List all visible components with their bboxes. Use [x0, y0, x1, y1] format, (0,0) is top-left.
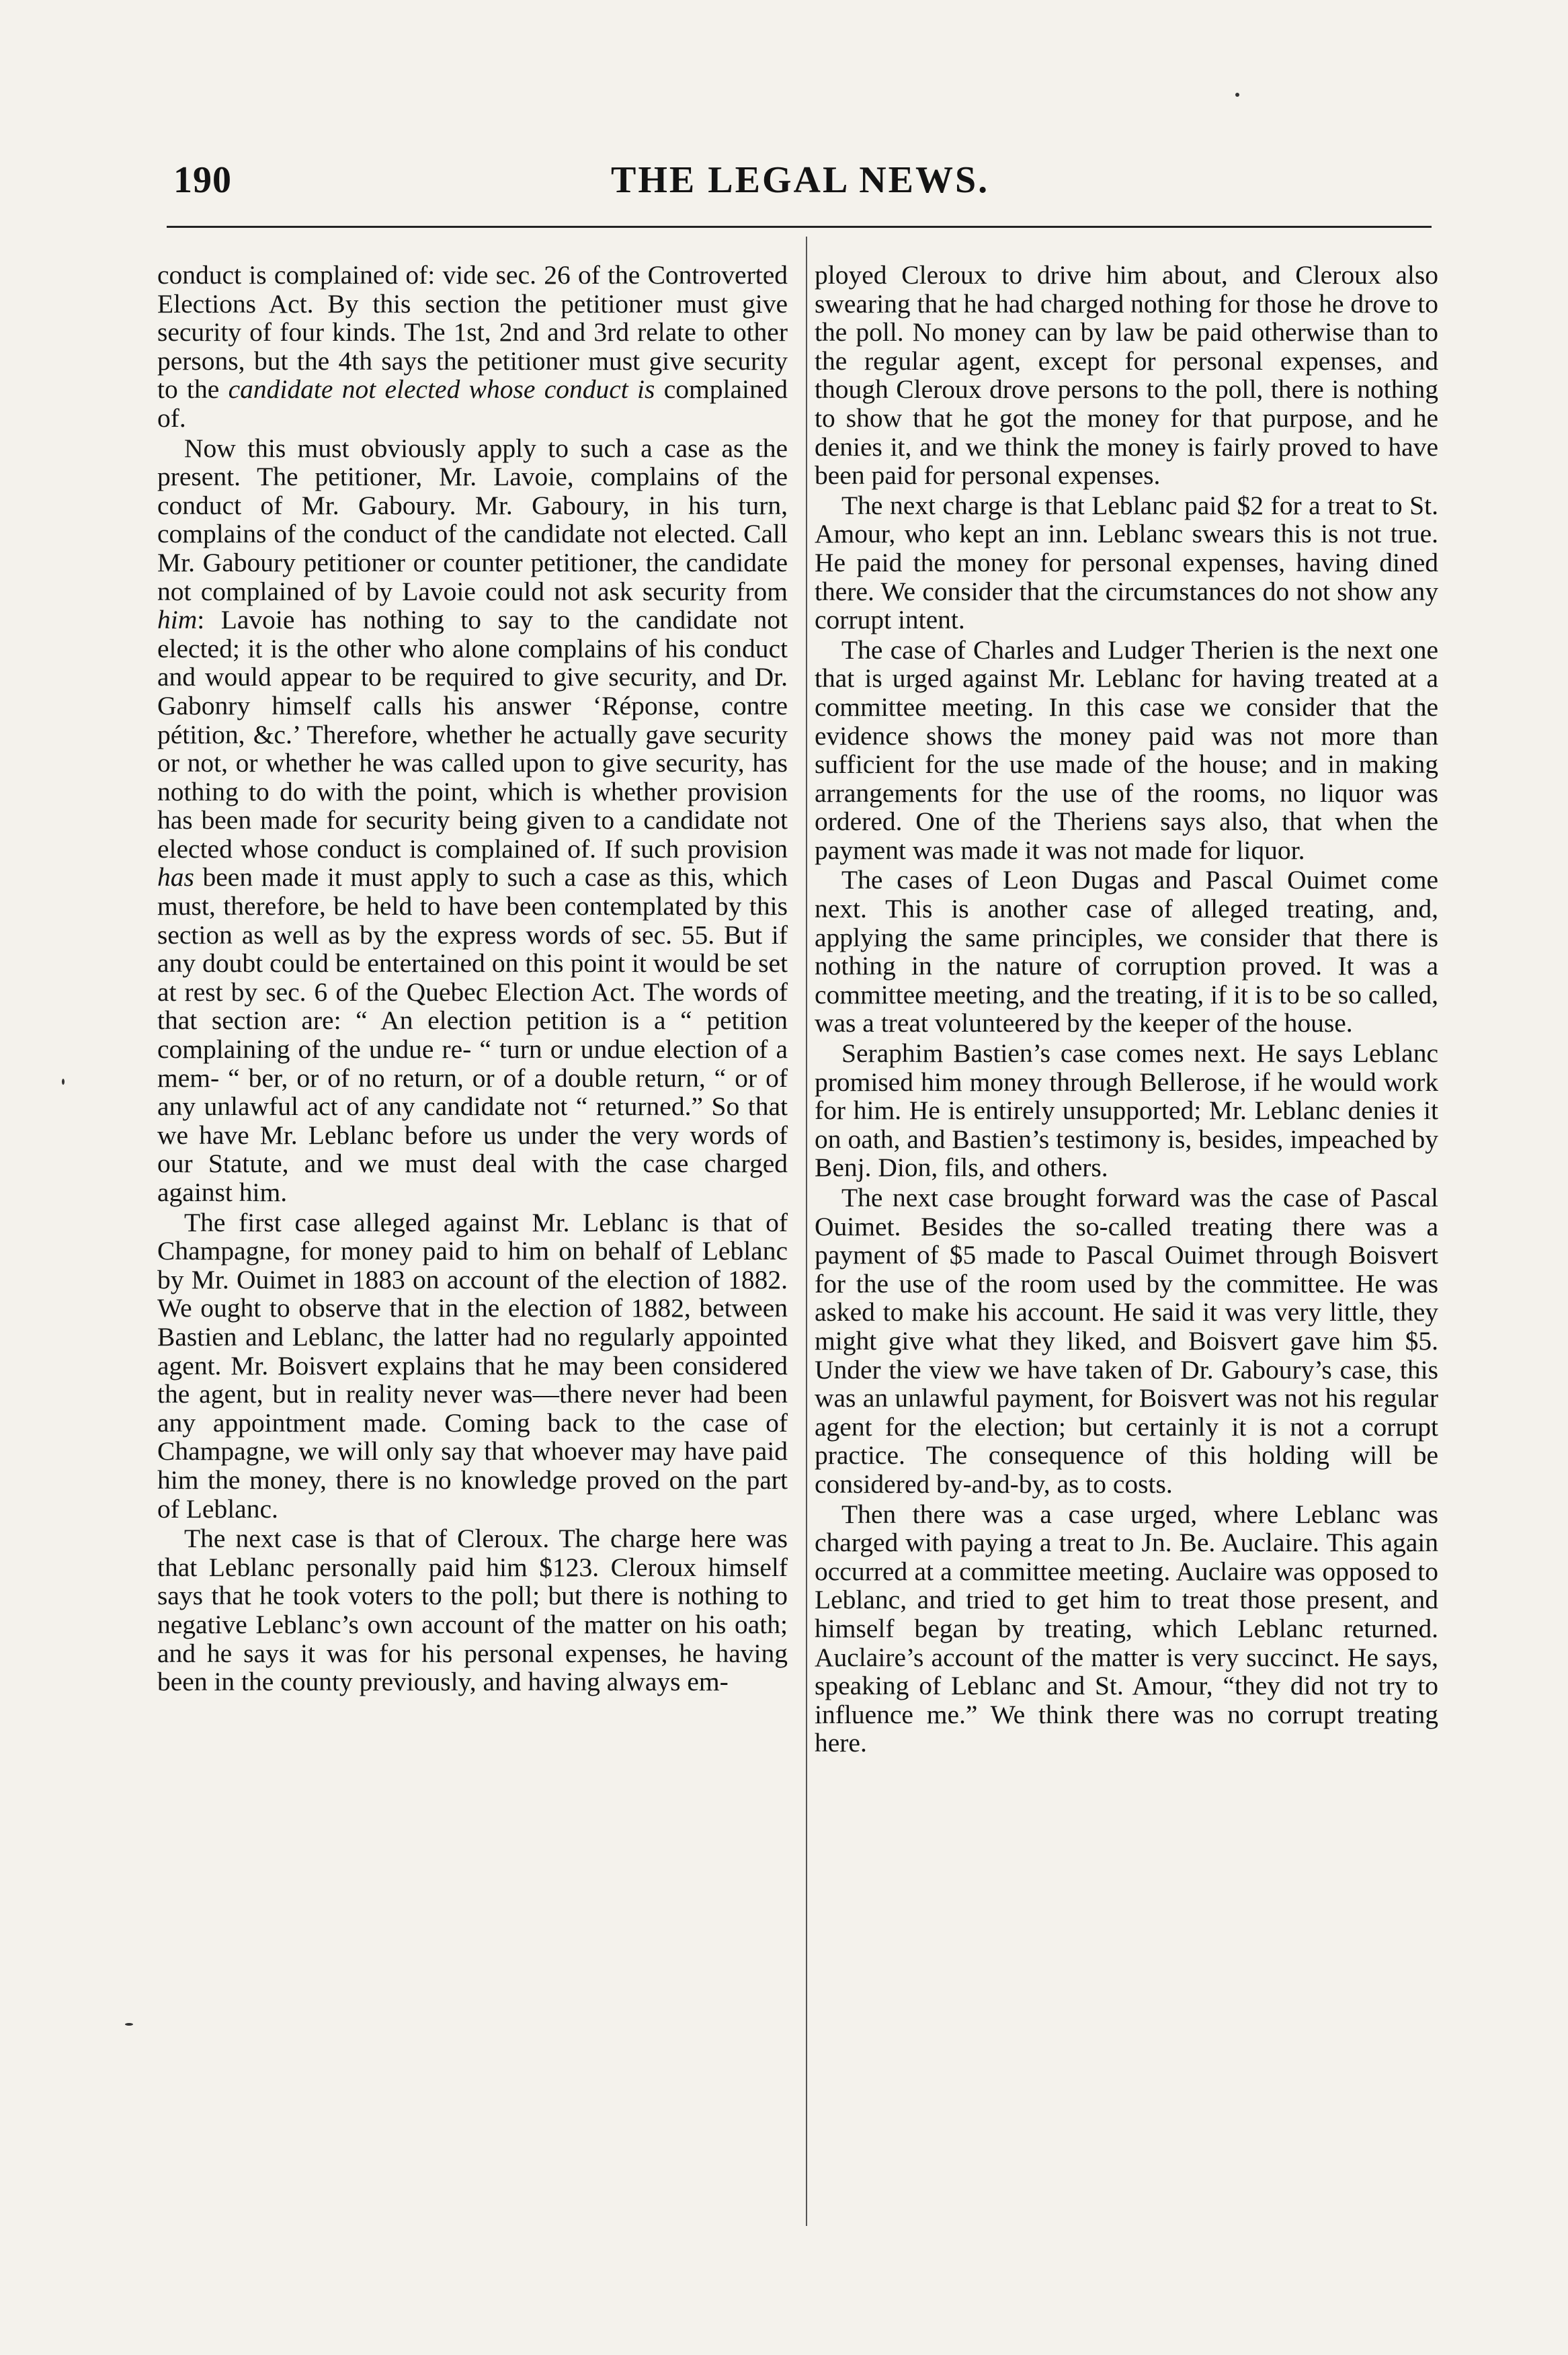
paper-speck — [1235, 93, 1239, 97]
paragraph: The next case brought forward was the case of Pascal Ouimet. Besides the so-called treating there was a payment of $5 made to Pascal Ouimet through Boisvert for the use of the room used by the committee. He was asked to make his account. He said it was very little, they might give what they liked, and Boisvert gave him $5. Under the view we have taken of Dr. Gaboury’s case, this was an unlawful payment, for Boisvert was not his regular agent for the election; but certainly it is not a corrupt practice. The consequence of this holding will be considered by-and-by, as to costs. — [815, 1183, 1438, 1499]
page-header — [173, 159, 1450, 212]
header-rule — [167, 226, 1432, 228]
page-number: 190 — [173, 159, 232, 201]
paragraph: ployed Cleroux to drive him about, and Cleroux also swearing that he had charged nothing for those he drove to the poll. No money can by law be paid otherwise than to the regular agent, except for personal expenses, and though Cleroux drove persons to the poll, there is nothing to show that he got the money for that purpose, and he denies it, and we think the money is fairly proved to have been paid for personal expenses. — [815, 260, 1438, 491]
paragraph: Now this must obviously apply to such a case as the present. The petitioner, Mr. Lavoie, complains of the conduct of Mr. Gaboury. Mr. Gaboury, in his turn, complains of the conduct of the candidate not elected. Call Mr. Gaboury petitioner or counter petitioner, the candidate not complained of by Lavoie could not ask security from him: Lavoie has nothing to say to the candidate not elected; it is the other who alone complains of his conduct and would appear to be required to give security, and Dr. Gabonry himself calls his answer ‘Réponse, contre pétition, &c.’ Therefore, whether he actually gave security or not, or whether he was called upon to give security, has nothing to do with the point, which is whether provision has been made for security being given to a candidate not elected whose conduct is complained of. If such provision has been made it must apply to such a case as this, which must, therefore, be held to have been contemplated by this section as well as by the express words of sec. 55. But if any doubt could be entertained on this point it would be set at rest by sec. 6 of the Quebec Election Act. The words of that section are: “ An election petition is a “ petition complaining of the undue re- “ turn or undue election of a mem- “ ber, or of no return, or of a double return, “ or of any unlawful act of any candidate not “ returned.” So that we have Mr. Leblanc before us under the very words of our Statute, and we must deal with the case charged against him. — [157, 433, 788, 1207]
paper-speck — [62, 1079, 65, 1085]
paragraph: The next charge is that Leblanc paid $2 for a treat to St. Amour, who kept an inn. Leblanc swears this is not true. He paid the money for personal expenses, having dined there. We consider that the circumstances do not show any corrupt intent. — [815, 490, 1438, 635]
paragraph: conduct is complained of: vide sec. 26 of the Controverted Elections Act. By this section the petitioner must give security of four kinds. The 1st, 2nd and 3rd relate to other persons, but the 4th says the petitioner must give security to the candidate not elected whose conduct is complained of. — [157, 260, 788, 433]
running-title: THE LEGAL NEWS. — [611, 159, 990, 201]
paper-speck — [125, 2023, 133, 2026]
paragraph: The next case is that of Cleroux. The charge here was that Leblanc personally paid him $123. Cleroux himself says that he took voters to the poll; but there is nothing to negative Leblanc’s own account of the matter on his oath; and he says it was for his personal expenses, he having been in the county previously, and having always em- — [157, 1524, 788, 1697]
paragraph: The first case alleged against Mr. Leblanc is that of Champagne, for money paid to him on behalf of Leblanc by Mr. Ouimet in 1883 on account of the election of 1882. We ought to observe that in the election of 1882, between Bastien and Leblanc, the latter had no regularly appointed agent. Mr. Boisvert explains that he may been considered the agent, but in reality never was—there never had been any appointment made. Coming back to the case of Champagne, we will only say that whoever may have paid him the money, there is no knowledge proved on the part of Leblanc. — [157, 1207, 788, 1524]
left-column — [157, 261, 788, 1696]
right-column — [815, 261, 1438, 1758]
paragraph: Then there was a case urged, where Leblanc was charged with paying a treat to Jn. Be. Auclaire. This again occurred at a committee meeting. Auclaire was opposed to Leblanc, and tried to get him to treat those present, and himself began by treating, which Leblanc returned. Auclaire’s account of the matter is very succinct. He says, speaking of Leblanc and St. Amour, “they did not try to influence me.” We think there was no corrupt treating here. — [815, 1499, 1438, 1758]
paragraph: The cases of Leon Dugas and Pascal Ouimet come next. This is another case of alleged treating, and, applying the same principles, we consider that there is nothing in the nature of corruption proved. It was a committee meeting, and the treating, if it is to be so called, was a treat volunteered by the keeper of the house. — [815, 865, 1438, 1038]
paragraph: Seraphim Bastien’s case comes next. He says Leblanc promised him money through Bellerose, if he would work for him. He is entirely unsupported; Mr. Leblanc denies it on oath, and Bastien’s testimony is, besides, impeached by Benj. Dion, fils, and others. — [815, 1038, 1438, 1183]
paragraph: The case of Charles and Ludger Therien is the next one that is urged against Mr. Leblanc for having treated at a committee meeting. In this case we consider that the evidence shows the money paid was not more than sufficient for the use made of the house; and in making arrangements for the use of the rooms, no liquor was ordered. One of the Theriens says also, that when the payment was made it was not made for liquor. — [815, 634, 1438, 865]
column-divider — [806, 237, 807, 2226]
